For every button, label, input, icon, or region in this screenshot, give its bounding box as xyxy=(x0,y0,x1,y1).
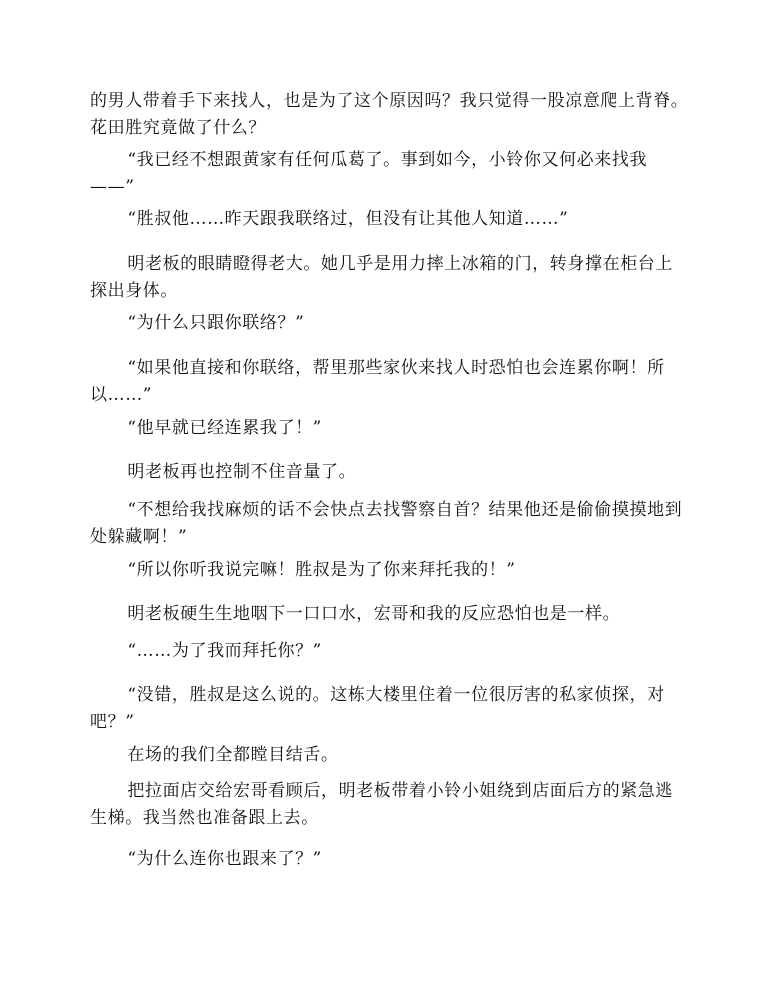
paragraph-dialogue-9: “没错，胜叔是这么说的。这栋大楼里住着一位很厉害的私家侦探，对吧？” xyxy=(90,685,665,732)
paragraph-narration-2: 明老板再也控制不住音量了。 xyxy=(127,462,357,482)
paragraph-dialogue-5: “他早就已经连累我了！” xyxy=(127,418,322,438)
paragraph-narration-4: 在场的我们全都瞠目结舌。 xyxy=(127,745,339,765)
paragraph-dialogue-7: “所以你听我说完嘛！胜叔是为了你来拜托我的！” xyxy=(127,560,516,580)
paragraph-narration-1: 明老板的眼睛瞪得老大。她几乎是用力摔上冰箱的门，转身撑在柜台上探出身体。 xyxy=(90,254,673,301)
paragraph-narration-3: 明老板硬生生地咽下一口口水，宏哥和我的反应恐怕也是一样。 xyxy=(127,604,621,624)
paragraph-dialogue-6: “不想给我找麻烦的话不会快点去找警察自首？结果他还是偷偷摸摸地到处躲藏啊！” xyxy=(90,500,683,547)
paragraph-continuation: 的男人带着手下来找人，也是为了这个原因吗？我只觉得一股凉意爬上背脊。花田胜究竟做了什么？ xyxy=(90,91,689,138)
paragraph-dialogue-10: “为什么连你也跟来了？” xyxy=(127,849,322,869)
paragraph-dialogue-8: “……为了我而拜托你？” xyxy=(127,641,322,661)
paragraph-dialogue-1: “我已经不想跟黄家有任何瓜葛了。事到如今，小铃你又何必来找我——” xyxy=(90,150,648,197)
paragraph-dialogue-4: “如果他直接和你联络，帮里那些家伙来找人时恐怕也会连累你啊！所以……” xyxy=(90,358,665,405)
paragraph-dialogue-2: “胜叔他……昨天跟我联络过，但没有让其他人知道……” xyxy=(127,209,569,229)
paragraph-narration-5: 把拉面店交给宏哥看顾后，明老板带着小铃小姐绕到店面后方的紧急逃生梯。我当然也准备跟上去。 xyxy=(90,781,673,828)
paragraph-dialogue-3: “为什么只跟你联络？” xyxy=(127,313,305,333)
